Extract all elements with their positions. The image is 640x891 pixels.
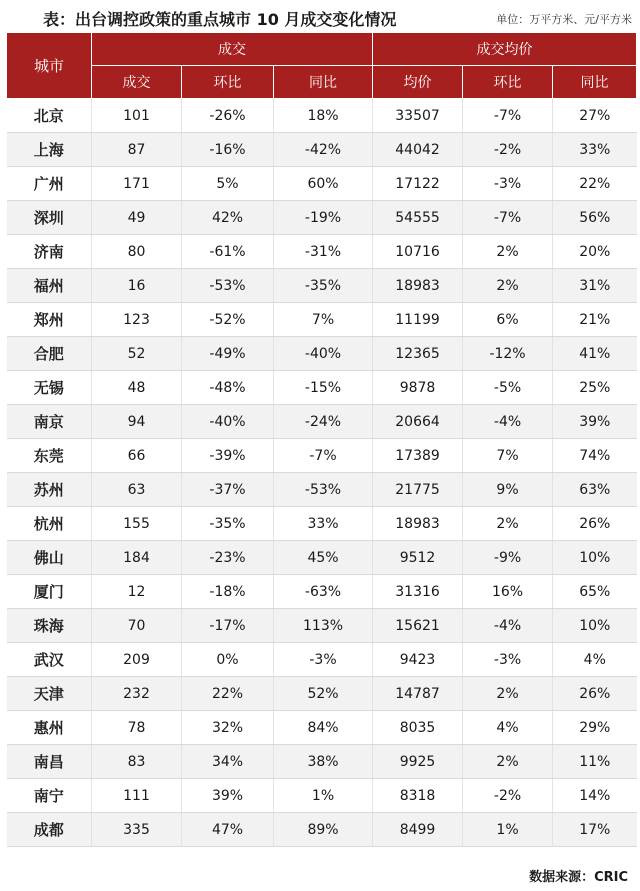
price-yoy-cell: 21%: [553, 303, 637, 337]
city-cell: 无锡: [7, 371, 92, 405]
volume-mom-cell: -39%: [182, 439, 274, 473]
city-cell: 郑州: [7, 303, 92, 337]
volume-yoy-cell: -63%: [274, 575, 373, 609]
price-mom-cell: 7%: [463, 439, 553, 473]
volume-mom-cell: 22%: [182, 677, 274, 711]
avg-price-cell: 20664: [373, 405, 463, 439]
header-price-yoy: 同比: [553, 66, 637, 99]
volume-mom-cell: 47%: [182, 813, 274, 847]
avg-price-cell: 18983: [373, 269, 463, 303]
price-yoy-cell: 26%: [553, 677, 637, 711]
avg-price-cell: 15621: [373, 609, 463, 643]
header-volume-mom: 环比: [182, 66, 274, 99]
volume-cell: 111: [92, 779, 182, 813]
table-row: [7, 201, 637, 235]
volume-cell: 123: [92, 303, 182, 337]
volume-mom-cell: -18%: [182, 575, 274, 609]
price-yoy-cell: 4%: [553, 643, 637, 677]
volume-mom-cell: 32%: [182, 711, 274, 745]
volume-cell: 48: [92, 371, 182, 405]
city-cell: 苏州: [7, 473, 92, 507]
volume-yoy-cell: 89%: [274, 813, 373, 847]
avg-price-cell: 14787: [373, 677, 463, 711]
price-yoy-cell: 31%: [553, 269, 637, 303]
volume-mom-cell: 0%: [182, 643, 274, 677]
volume-yoy-cell: -24%: [274, 405, 373, 439]
price-mom-cell: 1%: [463, 813, 553, 847]
city-cell: 广州: [7, 167, 92, 201]
volume-cell: 63: [92, 473, 182, 507]
avg-price-cell: 21775: [373, 473, 463, 507]
avg-price-cell: 10716: [373, 235, 463, 269]
table-row: [7, 677, 637, 711]
table-row: [7, 439, 637, 473]
price-yoy-cell: 25%: [553, 371, 637, 405]
table-row: [7, 473, 637, 507]
price-mom-cell: 9%: [463, 473, 553, 507]
avg-price-cell: 12365: [373, 337, 463, 371]
price-mom-cell: -2%: [463, 779, 553, 813]
price-mom-cell: -4%: [463, 405, 553, 439]
city-cell: 佛山: [7, 541, 92, 575]
header-price-mom: 环比: [463, 66, 553, 99]
price-mom-cell: -3%: [463, 167, 553, 201]
city-cell: 武汉: [7, 643, 92, 677]
volume-yoy-cell: -3%: [274, 643, 373, 677]
price-mom-cell: -4%: [463, 609, 553, 643]
city-cell: 上海: [7, 133, 92, 167]
avg-price-cell: 44042: [373, 133, 463, 167]
volume-mom-cell: -52%: [182, 303, 274, 337]
avg-price-cell: 33507: [373, 99, 463, 133]
volume-cell: 52: [92, 337, 182, 371]
header-group-price: 成交均价: [373, 33, 637, 66]
source-note: 数据来源：CRIC: [529, 870, 628, 885]
title-row: [0, 0, 640, 32]
volume-cell: 78: [92, 711, 182, 745]
volume-yoy-cell: 45%: [274, 541, 373, 575]
city-cell: 北京: [7, 99, 92, 133]
price-mom-cell: 6%: [463, 303, 553, 337]
avg-price-cell: 17389: [373, 439, 463, 473]
price-yoy-cell: 63%: [553, 473, 637, 507]
header-city: 城市: [7, 33, 92, 99]
volume-yoy-cell: 113%: [274, 609, 373, 643]
city-cell: 南宁: [7, 779, 92, 813]
price-mom-cell: -9%: [463, 541, 553, 575]
price-mom-cell: 2%: [463, 677, 553, 711]
volume-yoy-cell: 38%: [274, 745, 373, 779]
volume-mom-cell: -17%: [182, 609, 274, 643]
volume-yoy-cell: -35%: [274, 269, 373, 303]
price-yoy-cell: 17%: [553, 813, 637, 847]
price-yoy-cell: 20%: [553, 235, 637, 269]
volume-yoy-cell: 60%: [274, 167, 373, 201]
city-cell: 珠海: [7, 609, 92, 643]
volume-mom-cell: -35%: [182, 507, 274, 541]
volume-mom-cell: -16%: [182, 133, 274, 167]
city-cell: 成都: [7, 813, 92, 847]
volume-yoy-cell: 52%: [274, 677, 373, 711]
avg-price-cell: 9423: [373, 643, 463, 677]
price-yoy-cell: 11%: [553, 745, 637, 779]
volume-yoy-cell: -42%: [274, 133, 373, 167]
volume-yoy-cell: 7%: [274, 303, 373, 337]
volume-mom-cell: -53%: [182, 269, 274, 303]
volume-mom-cell: 39%: [182, 779, 274, 813]
table-row: [7, 269, 637, 303]
city-cell: 南昌: [7, 745, 92, 779]
city-cell: 深圳: [7, 201, 92, 235]
price-mom-cell: 2%: [463, 235, 553, 269]
price-mom-cell: -12%: [463, 337, 553, 371]
volume-mom-cell: -26%: [182, 99, 274, 133]
table-row: [7, 99, 637, 133]
volume-cell: 87: [92, 133, 182, 167]
volume-cell: 16: [92, 269, 182, 303]
price-mom-cell: -7%: [463, 201, 553, 235]
header-group-volume: 成交: [92, 33, 373, 66]
table-row: [7, 235, 637, 269]
volume-mom-cell: -48%: [182, 371, 274, 405]
avg-price-cell: 9925: [373, 745, 463, 779]
header-avg-price: 均价: [373, 66, 463, 99]
avg-price-cell: 9878: [373, 371, 463, 405]
avg-price-cell: 31316: [373, 575, 463, 609]
price-mom-cell: -7%: [463, 99, 553, 133]
table-row: [7, 303, 637, 337]
price-yoy-cell: 41%: [553, 337, 637, 371]
price-yoy-cell: 65%: [553, 575, 637, 609]
city-cell: 福州: [7, 269, 92, 303]
volume-mom-cell: -37%: [182, 473, 274, 507]
table-row: [7, 167, 637, 201]
price-mom-cell: 2%: [463, 269, 553, 303]
price-mom-cell: -2%: [463, 133, 553, 167]
volume-cell: 83: [92, 745, 182, 779]
volume-yoy-cell: -15%: [274, 371, 373, 405]
volume-mom-cell: 42%: [182, 201, 274, 235]
volume-cell: 49: [92, 201, 182, 235]
price-yoy-cell: 22%: [553, 167, 637, 201]
price-yoy-cell: 10%: [553, 541, 637, 575]
volume-yoy-cell: -7%: [274, 439, 373, 473]
price-mom-cell: 2%: [463, 745, 553, 779]
avg-price-cell: 18983: [373, 507, 463, 541]
table-row: [7, 371, 637, 405]
volume-cell: 335: [92, 813, 182, 847]
table-row: [7, 541, 637, 575]
avg-price-cell: 8499: [373, 813, 463, 847]
unit-note: 单位：万平方米、元/平方米: [496, 13, 632, 26]
volume-yoy-cell: -40%: [274, 337, 373, 371]
volume-yoy-cell: 84%: [274, 711, 373, 745]
volume-yoy-cell: 1%: [274, 779, 373, 813]
volume-cell: 94: [92, 405, 182, 439]
volume-yoy-cell: -19%: [274, 201, 373, 235]
avg-price-cell: 8035: [373, 711, 463, 745]
table-row: [7, 405, 637, 439]
volume-mom-cell: -61%: [182, 235, 274, 269]
avg-price-cell: 9512: [373, 541, 463, 575]
table-row: [7, 745, 637, 779]
table-row: [7, 609, 637, 643]
price-yoy-cell: 29%: [553, 711, 637, 745]
volume-cell: 101: [92, 99, 182, 133]
header-volume: 成交: [92, 66, 182, 99]
volume-mom-cell: -23%: [182, 541, 274, 575]
price-mom-cell: -5%: [463, 371, 553, 405]
volume-yoy-cell: 33%: [274, 507, 373, 541]
volume-cell: 232: [92, 677, 182, 711]
price-mom-cell: -3%: [463, 643, 553, 677]
volume-cell: 184: [92, 541, 182, 575]
city-cell: 南京: [7, 405, 92, 439]
table-row: [7, 779, 637, 813]
price-yoy-cell: 10%: [553, 609, 637, 643]
volume-mom-cell: 5%: [182, 167, 274, 201]
city-cell: 济南: [7, 235, 92, 269]
volume-mom-cell: 34%: [182, 745, 274, 779]
volume-mom-cell: -49%: [182, 337, 274, 371]
price-yoy-cell: 14%: [553, 779, 637, 813]
avg-price-cell: 11199: [373, 303, 463, 337]
city-cell: 东莞: [7, 439, 92, 473]
volume-cell: 80: [92, 235, 182, 269]
table-row: [7, 575, 637, 609]
data-table: [6, 32, 637, 847]
volume-yoy-cell: -31%: [274, 235, 373, 269]
volume-cell: 66: [92, 439, 182, 473]
volume-yoy-cell: -53%: [274, 473, 373, 507]
volume-mom-cell: -40%: [182, 405, 274, 439]
price-yoy-cell: 39%: [553, 405, 637, 439]
city-cell: 惠州: [7, 711, 92, 745]
price-yoy-cell: 26%: [553, 507, 637, 541]
table-row: [7, 507, 637, 541]
table-row: [7, 337, 637, 371]
volume-cell: 155: [92, 507, 182, 541]
city-cell: 合肥: [7, 337, 92, 371]
volume-cell: 171: [92, 167, 182, 201]
price-yoy-cell: 33%: [553, 133, 637, 167]
header-volume-yoy: 同比: [274, 66, 373, 99]
volume-yoy-cell: 18%: [274, 99, 373, 133]
city-cell: 杭州: [7, 507, 92, 541]
table-row: [7, 813, 637, 847]
table-header: [7, 33, 637, 99]
table-title: 表：出台调控政策的重点城市 10 月成交变化情况: [43, 10, 397, 29]
table-row: [7, 133, 637, 167]
avg-price-cell: 8318: [373, 779, 463, 813]
price-mom-cell: 2%: [463, 507, 553, 541]
price-yoy-cell: 74%: [553, 439, 637, 473]
table-row: [7, 643, 637, 677]
price-mom-cell: 4%: [463, 711, 553, 745]
price-yoy-cell: 56%: [553, 201, 637, 235]
price-yoy-cell: 27%: [553, 99, 637, 133]
avg-price-cell: 17122: [373, 167, 463, 201]
price-mom-cell: 16%: [463, 575, 553, 609]
avg-price-cell: 54555: [373, 201, 463, 235]
table-row: [7, 711, 637, 745]
volume-cell: 70: [92, 609, 182, 643]
city-cell: 天津: [7, 677, 92, 711]
table-body: [7, 99, 637, 847]
volume-cell: 12: [92, 575, 182, 609]
city-cell: 厦门: [7, 575, 92, 609]
volume-cell: 209: [92, 643, 182, 677]
